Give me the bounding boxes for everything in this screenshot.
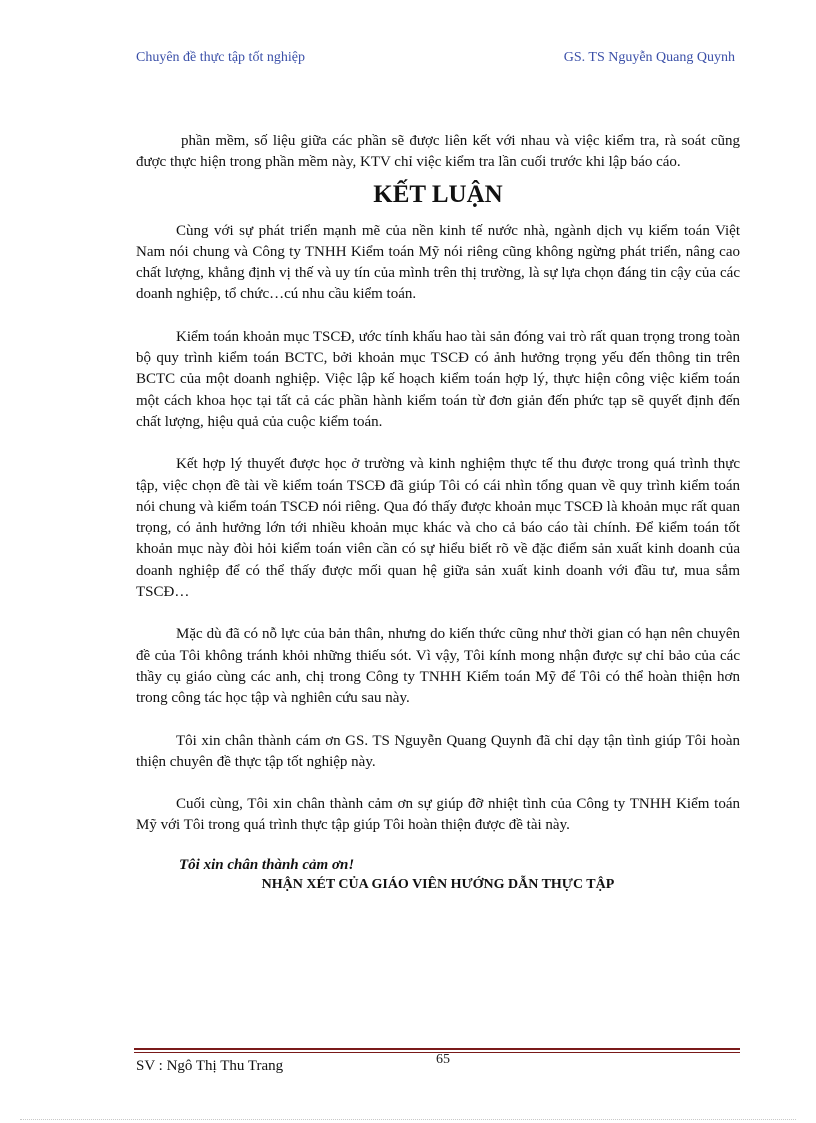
paragraph-5: Tôi xin chân thành cám ơn GS. TS Nguyễn Quang Quynh đã chỉ dạy tận tình giúp Tôi hoàn thiện chuyên đề thực tập tốt nghiệp này. — [136, 732, 740, 770]
paragraph-4: Mặc dù đã có nỗ lực của bản thân, nhưng do kiến thức cũng như thời gian có hạn nên chuyên đề của Tôi không tránh khỏi những thiếu sót. Vì vậy, Tôi kính mong nhận được sự chỉ bảo của các thầy cụ giáo cùng các anh, chị trong Công ty TNHH Kiểm toán Mỹ để Tôi có thể hoàn thiện hơn trong công tác học tập và nghiên cứu sau này. — [136, 626, 740, 707]
paragraph-2: Kiểm toán khoản mục TSCĐ, ước tính khấu hao tài sản đóng vai trò rất quan trọng trong toàn bộ quy trình kiểm toán BCTC, bởi khoản mục TSCĐ có ảnh hưởng trọng yếu đến thông tin trên BCTC của một doanh nghiệp. Việc lập kế hoạch kiểm toán hợp lý, thực hiện công việc kiểm toán một cách khoa học tại tất cả các phần hành kiểm toán từ đơn giản đến phức tạp sẽ quyết định đến chất lượng, hiệu quả của cuộc kiểm toán. — [136, 328, 740, 430]
section-heading: KẾT LUẬN — [373, 180, 503, 208]
paragraph-3: Kết hợp lý thuyết được học ở trường và kinh nghiệm thực tế thu được trong quá trình thực tập, việc chọn đề tài về kiểm toán TSCĐ đã giúp Tôi có cái nhìn tổng quan về quy trình kiểm toán nói chung và kiểm toán TSCĐ nói riêng. Qua đó thấy được khoản mục TSCĐ là khoản mục rất quan trọng, có ảnh hưởng lớn tới nhiều khoản mục khác và cho cả báo cáo tài chính. Để kiểm toán tốt khoản mục này đòi hỏi kiểm toán viên cần có sự hiểu biết rõ về đặc điểm sản xuất kinh doanh của doanh nghiệp để có thể thấy được mối quan hệ giữa sản xuất kinh doanh với đầu tư, mua sắm TSCĐ… — [136, 456, 740, 601]
paragraph-6: Cuối cùng, Tôi xin chân thành cảm ơn sự giúp đỡ nhiệt tình của Công ty TNHH Kiểm toán Mỹ với Tôi trong quá trình thực tập giúp Tôi hoàn thiện được đề tài này. — [136, 796, 740, 834]
page-number: 65 — [436, 1052, 450, 1067]
document-body — [136, 131, 740, 895]
closing-thanks: Tôi xin chân thành cảm ơn! — [179, 856, 355, 873]
paragraph-1: Cùng với sự phát triển mạnh mẽ của nền kinh tế nước nhà, ngành dịch vụ kiểm toán Việt Nam nói chung và Công ty TNHH Kiểm toán Mỹ nói riêng cũng không ngừng phát triển, nâng cao chất lượng, khẳng định vị thế và uy tín của mình trên thị trường, là sự lựa chọn đáng tin cậy của các doanh nghiệp, tổ chức…cú nhu cầu kiểm toán. — [136, 222, 740, 303]
running-header-title: Chuyên đề thực tập tốt nghiệp — [136, 50, 305, 65]
running-header-author: GS. TS Nguyễn Quang Quynh — [563, 50, 735, 65]
footer-student-name: SV : Ngô Thị Thu Trang — [136, 1058, 284, 1074]
intro-paragraph: phần mềm, số liệu giữa các phần sẽ được liên kết với nhau và việc kiểm tra, rà soát cũng được thực hiện trong phần mềm này, KTV chỉ việc kiểm tra lần cuối trước khi lập báo cáo. — [136, 133, 740, 171]
advisor-comment-heading: NHẬN XÉT CỦA GIÁO VIÊN HƯỚNG DẪN THỰC TẬP — [261, 876, 615, 892]
page-bottom-border — [20, 1119, 796, 1120]
